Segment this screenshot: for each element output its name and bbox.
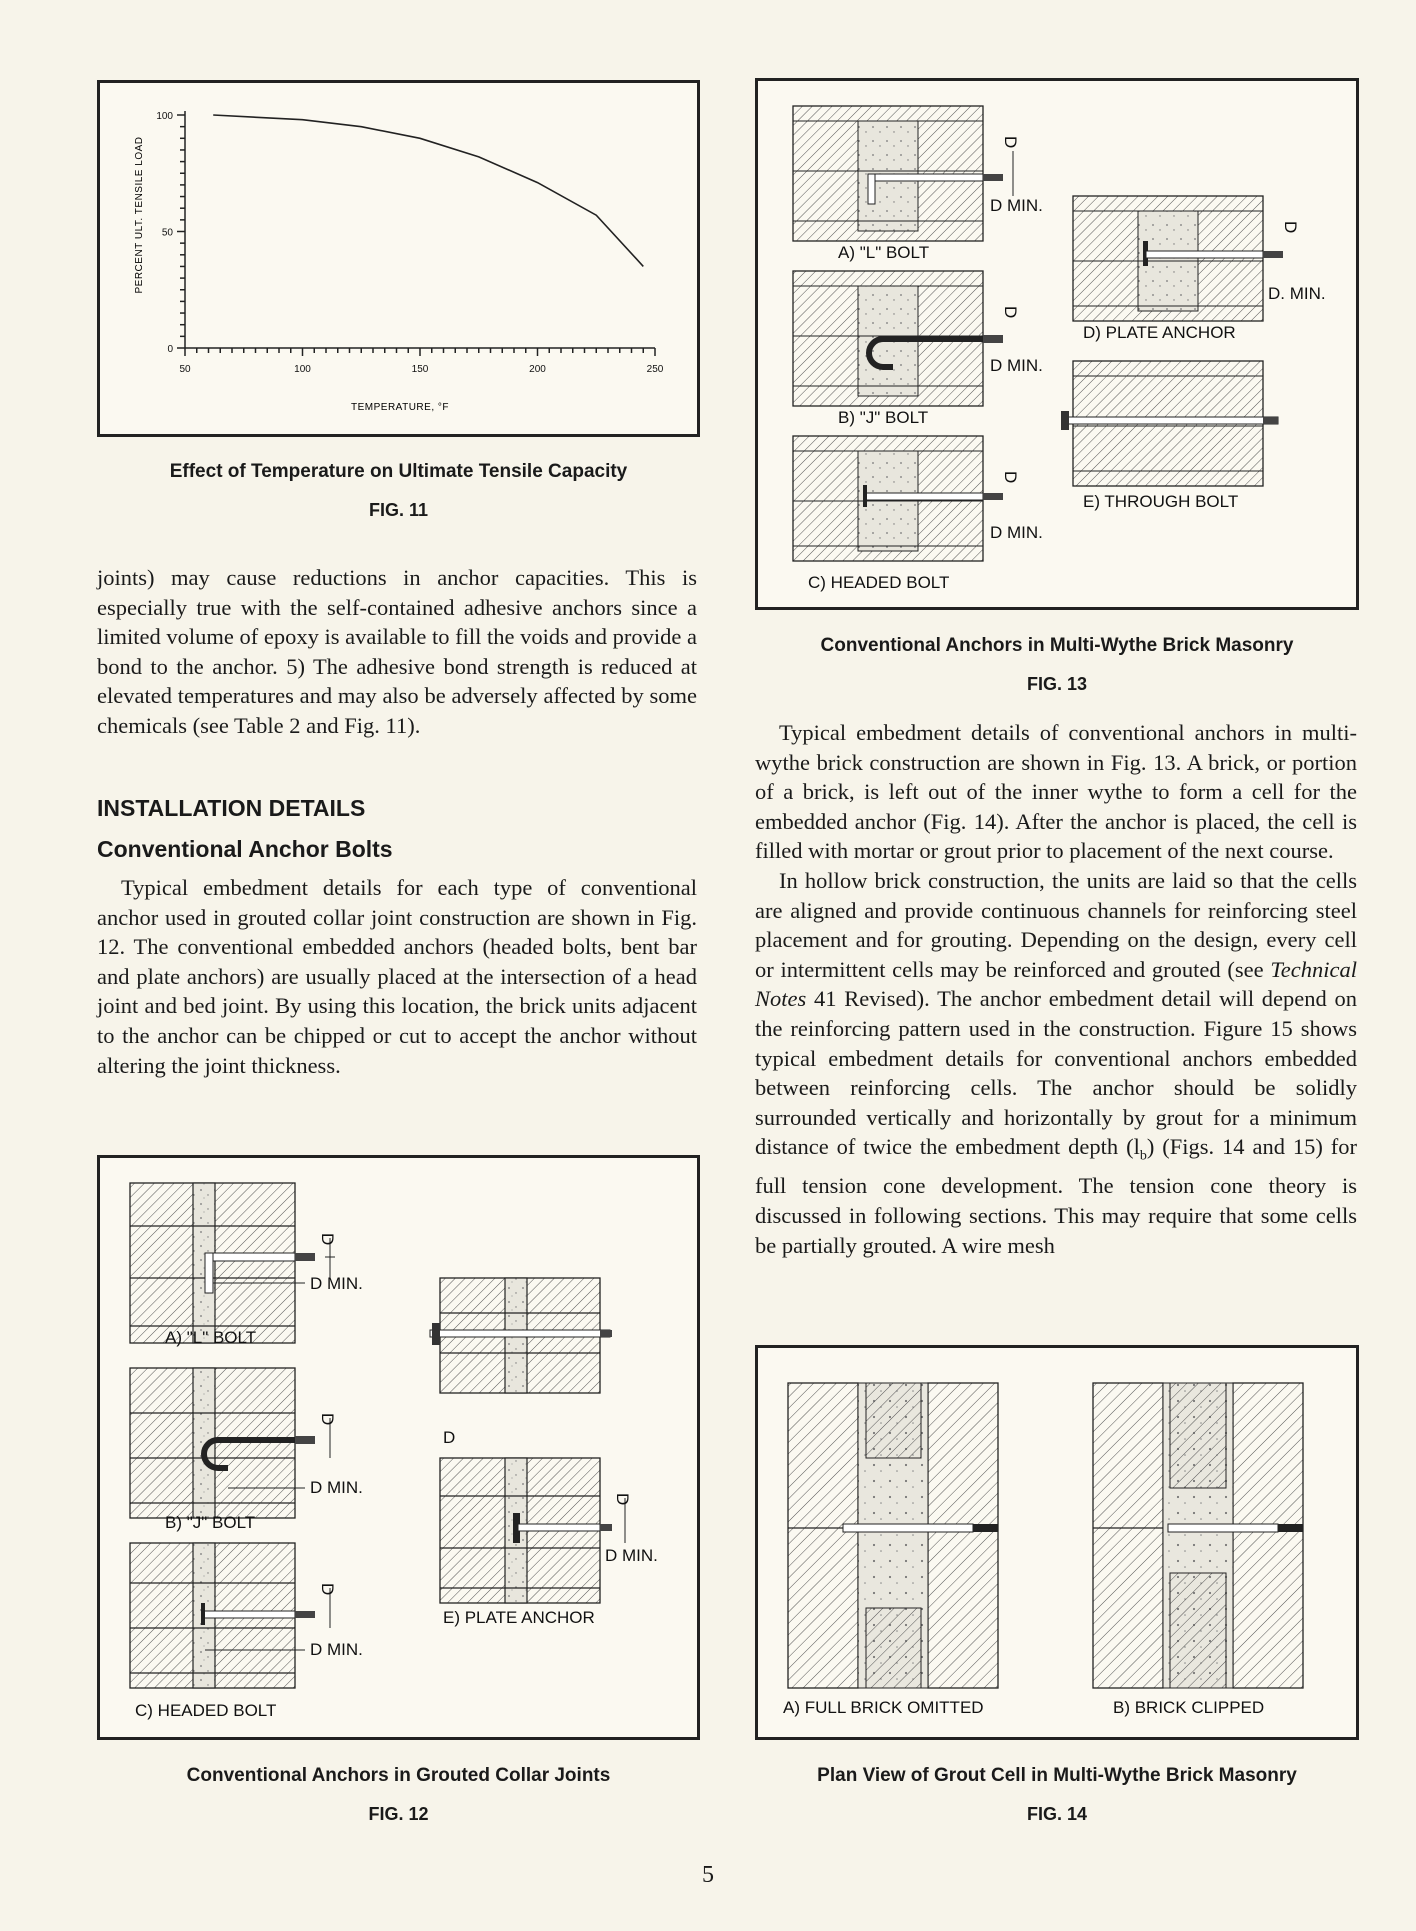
right-p1: Typical embedment details of conventional anchors in multi-wythe brick construction are shown in Fig. 13. A brick, or portion of a brick, is left out of the inner wythe to form a cell for the embedded anchor (Fig. 14). After the anchor is placed, the cell is filled with mortar or grout prior to placement of the next course. (755, 720, 1357, 864)
fig11-caption (97, 461, 700, 521)
fig11-x-tick-label: 50 (179, 364, 191, 375)
fig12-drawing (100, 1158, 697, 1737)
fig11-x-tick-label: 200 (529, 364, 546, 375)
fig14-caption-text: Plan View of Grout Cell in Multi-Wythe Brick Masonry (817, 1765, 1297, 1786)
left-p2: Typical embedment details for each type of conventional anchor used in grouted collar joint construction are shown in Fig. 12. The conventional embedded anchors (headed bolts, bent bar and plate anchors) are usually placed at the intersection of a head joint and bed joint. By using this location, the brick units adjacent to the anchor can be chipped or cut to accept the anchor without altering the joint thickness. (97, 875, 697, 1078)
section-subheading: Conventional Anchor Bolts (97, 836, 393, 862)
fig11-series-line (213, 115, 643, 266)
fig11-label: FIG. 11 (368, 500, 429, 520)
fig12-e-plate-anchor (440, 1458, 658, 1627)
fig13-a-dmin: D MIN. (990, 196, 1043, 215)
fig13-b-dmin: D MIN. (990, 356, 1043, 375)
fig13-label: FIG. 13 (1026, 674, 1088, 694)
fig12-d-label: D (443, 1428, 456, 1447)
svg-text:D: D (613, 1493, 632, 1506)
fig14-caption (755, 1765, 1359, 1825)
svg-text:D: D (1281, 221, 1300, 234)
fig11-chart (100, 83, 697, 434)
fig14-label: FIG. 14 (1026, 1804, 1088, 1824)
fig12-c-dmin: D MIN. (310, 1640, 363, 1659)
fig11-frame (97, 80, 700, 437)
fig12-d-through-bolt (430, 1278, 612, 1447)
fig11-ylabel: PERCENT ULT. TENSILE LOAD (134, 136, 145, 294)
fig13-e-label: E) THROUGH BOLT (1083, 492, 1239, 511)
fig13-b-label: B) "J" BOLT (838, 408, 929, 427)
section-heading: INSTALLATION DETAILS (97, 795, 366, 821)
fig13-c-dmin: D MIN. (990, 523, 1043, 542)
fig11-x-tick-label: 250 (646, 364, 664, 375)
svg-text:D: D (1001, 471, 1020, 484)
fig13-b-j-bolt (793, 271, 1043, 427)
fig11-caption-text: Effect of Temperature on Ultimate Tensile Capacity (169, 461, 628, 482)
svg-text:D: D (318, 1413, 337, 1426)
fig13-caption (755, 635, 1359, 695)
fig14-frame (755, 1345, 1359, 1740)
fig12-label: FIG. 12 (368, 1804, 429, 1824)
fig11-y-tick-label: 100 (156, 111, 173, 122)
fig11-xlabel: TEMPERATURE, °F (351, 402, 449, 413)
fig14-b-brick-clipped (1093, 1383, 1303, 1717)
fig14-a-full-brick-omitted (783, 1383, 998, 1717)
fig12-c-headed-bolt (130, 1543, 363, 1720)
fig13-a-l-bolt (793, 106, 1043, 262)
fig13-c-label: C) HEADED BOLT (808, 573, 950, 592)
fig13-d-plate-anchor (1073, 196, 1326, 342)
fig12-e-label: E) PLATE ANCHOR (443, 1608, 595, 1627)
fig11-x-tick-label: 150 (411, 364, 429, 375)
fig12-c-label: C) HEADED BOLT (135, 1701, 277, 1720)
left-paragraph-2 (97, 873, 697, 1080)
fig11-x-tick-label: 100 (294, 364, 311, 375)
fig12-b-label: B) "J" BOLT (165, 1513, 256, 1532)
fig12-frame (97, 1155, 700, 1740)
left-paragraph-1 (97, 563, 697, 741)
fig12-a-l-bolt (130, 1183, 363, 1347)
fig12-b-j-bolt (130, 1368, 363, 1532)
fig13-c-headed-bolt (793, 436, 1043, 592)
fig13-d-dmin: D. MIN. (1268, 284, 1326, 303)
fig13-drawing (758, 81, 1356, 607)
fig13-caption-text: Conventional Anchors in Multi-Wythe Brick Masonry (820, 635, 1294, 656)
svg-text:D: D (1001, 306, 1020, 319)
fig14-a-label: A) FULL BRICK OMITTED (783, 1698, 984, 1717)
fig12-caption-text: Conventional Anchors in Grouted Collar Joints (186, 1765, 611, 1786)
fig12-a-label: A) "L" BOLT (165, 1328, 257, 1347)
fig12-caption (97, 1765, 700, 1825)
fig14-drawing (758, 1348, 1356, 1737)
left-p1: joints) may cause reductions in anchor capacities. This is especially true with the self-contained adhesive anchors since a limited volume of epoxy is available to fill the voids and provide a bond to the anchor. 5) The adhesive bond strength is reduced at elevated temperatures and may also be adversely affected by some chemicals (see Table 2 and Fig. 11). (97, 565, 697, 738)
fig11-y-tick-label: 0 (167, 344, 173, 355)
svg-text:D: D (1001, 136, 1020, 149)
fig13-a-label: A) "L" BOLT (838, 243, 930, 262)
fig11-y-tick-label: 50 (161, 227, 173, 239)
fig13-e-through-bolt (1061, 361, 1278, 511)
technical-notes-ref: Technical Notes (755, 956, 1357, 1012)
fig12-a-dmin: D MIN. (310, 1274, 363, 1293)
fig12-b-dmin: D MIN. (310, 1478, 363, 1497)
right-p2: In hollow brick construction, the units are laid so that the cells are aligned and provide continuous channels for reinforcing steel placement and for grouting. Depending on the design, every cell or intermittent cells may be reinforced and grouted (see Technical Notes 41 Revised). The anchor embedment detail will depend on the reinforcing pattern used in the construction. Figure 15 shows typical embedment details for conventional anchors embedded between reinforcing cells. The anchor should be solidly surrounded vertically and horizontally by grout for a minimum distance of twice the embedment depth $(l_b)$ (Figs. 14 and 15) for full tension cone development. The tension cone theory is discussed in following sections. This may require that some cells be partially grouted. A wire mesh (755, 867, 1357, 1258)
fig13-frame (755, 78, 1359, 610)
right-text (755, 718, 1357, 1260)
fig12-e-dmin: D MIN. (605, 1546, 658, 1565)
svg-text:D: D (318, 1583, 337, 1596)
page-number: 5 (702, 1862, 714, 1888)
fig14-b-label: B) BRICK CLIPPED (1113, 1698, 1265, 1717)
fig13-d-label: D) PLATE ANCHOR (1083, 323, 1236, 342)
svg-text:D: D (318, 1233, 337, 1246)
